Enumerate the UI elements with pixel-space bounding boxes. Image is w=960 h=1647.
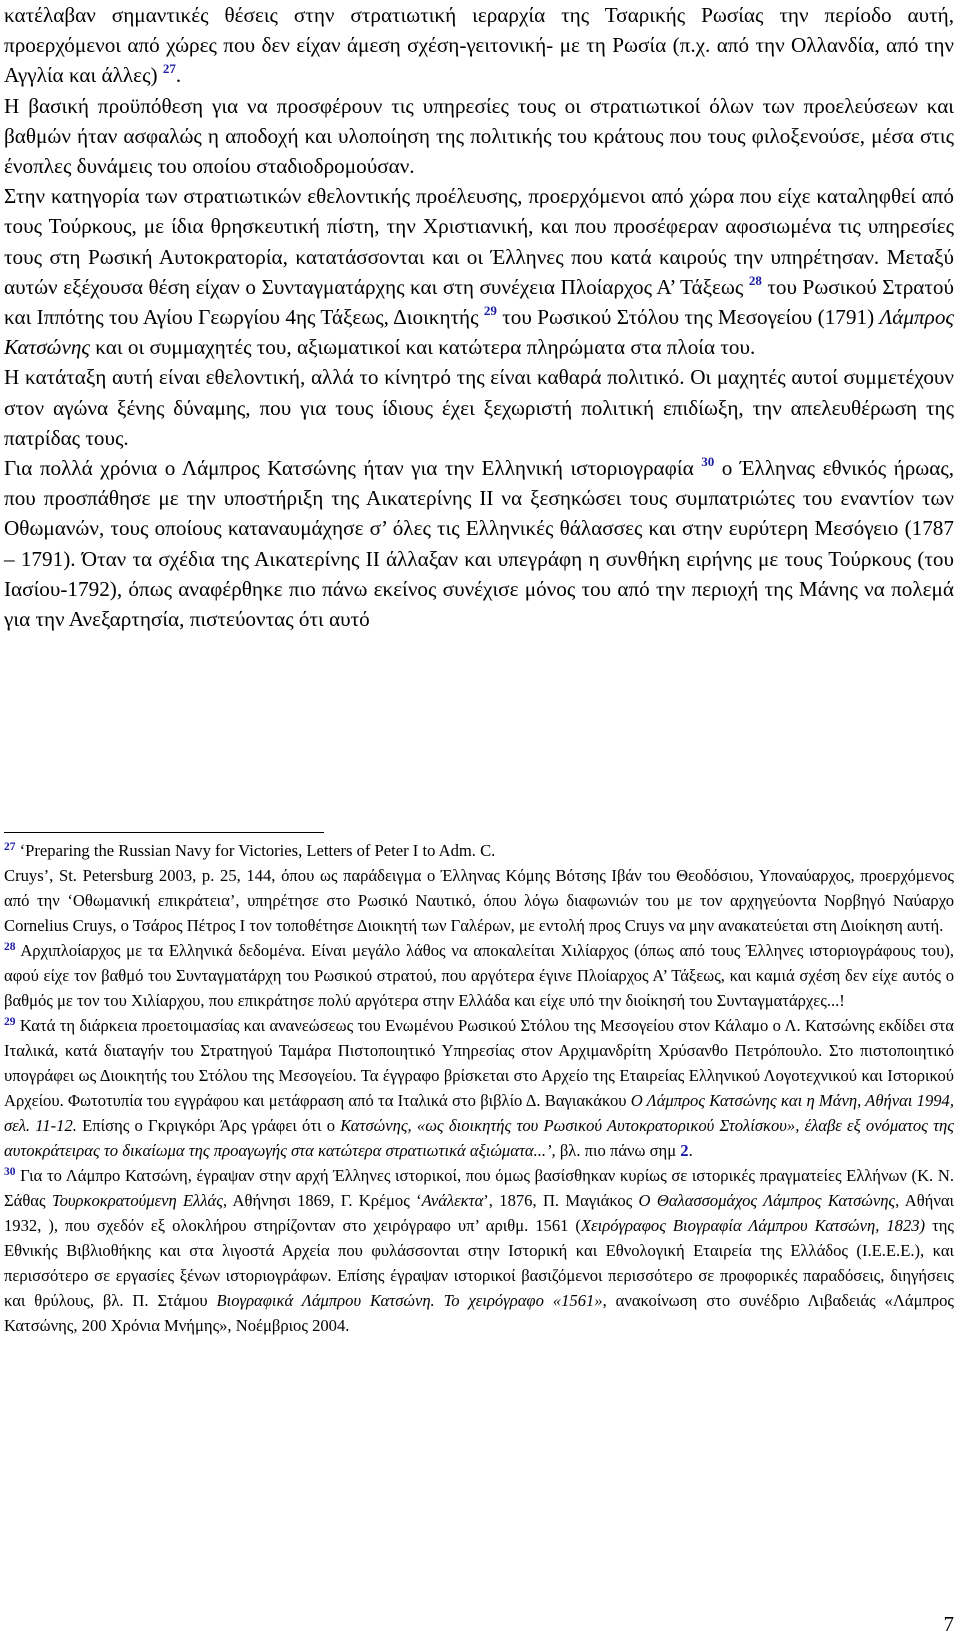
name-katsonis: Λάμπρος Κατσώνης [4,305,955,360]
footnote-27: $^{27}$ ‘Preparing the Russian Navy for Victories, Letters of Peter I to Adm. C. Cruys’, St. Petersburg 2003, p. 25, 144, όπου ως παράδειγμα ο Έλληνας Κόμης Βότσης Ιβάν του Θεοδόσιου, Υποναύαρχος, προερχόμενος από την ‘Οθωμανική επικράτεια’, υπηρέτησε στο Ρωσικό Ναυτικό, όπου λόγω διαφωνιών του με τον αρχηγεύοντα Νορβηγό Ναύαρχο Cornelius Cruys, ο Τσάρος Πέτρος Ι τον τοποθέτησε Διοικητή των Γαλέρων, με εντολή προς Cruys να μην ανακατεύεται στη Διοίκηση αυτή. [4,841,954,935]
paragraph-3: Στην κατηγορία των στρατιωτικών εθελοντικής προέλευσης, προερχόμενοι από χώρα που είχε καταληφθεί από τους Τούρκους, με ίδια θρησκευτική πίστη, την Χριστιανική, και που προσέφεραν αφοσιωμένα τις υπηρεσίες τους στη Ρωσική Αυτοκρατορία, κατατάσσονται και οι Έλληνες που κατά καιρούς την υπηρέτησαν. Μεταξύ αυτών εξέχουσα θέση είχαν ο Συνταγματάρχης και στη συνέχεια Πλοίαρχος Α’ Τάξεως $^{28}$ του Ρωσικού Στρατού και Ιππότης του Αγίου Γεωργίου 4ης Τάξεως, Διοικητής $^{29}$ του Ρωσικού Στόλου της Μεσογείου (1791) Λάμπρος Κατσώνης και οι συμμαχητές του, αξιωματικοί και κατώτερα πληρώματα στα πλοία του. [4,184,955,360]
footnote-29: $^{29}$ Κατά τη διάρκεια προετοιμασίας και ανανεώσεως του Ενωμένου Ρωσικού Στόλου της Μεσογείου στον Κάλαμο ο Λ. Κατσώνης εκδίδει στα Ιταλικά, κατά διαταγήν του Στρατηγού Ταμάρα Πιστοποιητικό Υπηρεσίας στον Αρχιμανδρίτη Χρύσανθο Πετρόπουλο. Στο πιστοποιητικό υπογράφει ως Διοικητής του Στόλου της Μεσογείου. Τα έγγραφο βρίσκεται στο Αρχείο της Εταιρείας Ελληνικού Λογοτεχνικού και Ιστορικού Αρχείου. Φωτοτυπία του εγγράφου και μετάφραση από τα Ιταλικά στο βιβλίο Δ. Βαγιακάκου Ο Λάμπρος Κατσώνης και η Μάνη, Αθήναι 1994, σελ. 11-12. Επίσης ο Γκριγκόρι Άρς γράφει ότι ο Κατσώνης, «ως διοικητής του Ρωσικού Αυτοκρατορικού Στολίσκου», έλαβε εξ ονόματος της αυτοκράτειρας το δικαίωμα της προαγωγής στα κατώτερα στρατιωτικά αξιώματα...’, βλ. πιο πάνω σημ 2. [4,1016,954,1160]
footnote-number: 30 [4,1166,16,1178]
footnote-number: 29 [4,1016,16,1028]
main-text [4,0,954,634]
footnote-28: $^{28}$ Αρχιπλοίαρχος με τα Ελληνικά δεδομένα. Είναι μεγάλο λάθος να αποκαλείται Χιλίαρχος (όπως από τους Έλληνες ιστοριογράφους του), αφού είχε τον βαθμό του Συνταγματάρχη του Ρωσικού στρατού, που αργότερα έγινε Πλοίαρχος Α’ Τάξεως, και καμιά σχέση δεν είχε αυτός ο βαθμός με τον του Χιλίαρχου, που επικράτησε πολύ αργότερα στην Ελλάδα και είχε υπό την διοίκησή του Συνταγματάρχες...! [4,941,954,1010]
footnote-ref-27[interactable]: 27 [162,61,176,77]
footnote-ref-29[interactable]: 29 [483,303,497,319]
paragraph-5: Για πολλά χρόνια ο Λάμπρος Κατσώνης ήταν για την Ελληνική ιστοριογραφία $^{30}$ ο Έλληνας εθνικός ήρωας, που προσπάθησε με την υποστήριξη της Αικατερίνης ΙΙ να ξεσηκώσει τους συμπατριώτες του εναντίον των Οθωμανών, τους οποίους καταναυμάχησε σ’ όλες τις Ελληνικές θάλασσες και στην ευρύτερη Μεσόγειο (1787 – 1791). Όταν τα σχέδια της Αικατερίνης ΙΙ άλλαξαν και υπεγράφη η συνθήκη ειρήνης με τους Τούρκους (του Ιασίου-1792), όπως αναφέρθηκε πιο πάνω εκείνος συνέχισε μόνος του από την περιοχή της Μάνης να πολεμά για την Ανεξαρτησία, πιστεύοντας ότι αυτό [4,454,955,632]
footnote-ref-28[interactable]: 28 [748,272,762,288]
footnote-number: 27 [4,841,16,853]
paragraph-4: Η κατάταξη αυτή είναι εθελοντική, αλλά το κίνητρό της είναι καθαρά πολιτικό. Οι μαχητές αυτοί συμμετέχουν στον αγώνα ξένης δύναμης, που για τους ίδιους έχει ξεχωριστή πολιτική επιδίωξη, την απελευθέρωση της πατρίδας τους. [4,365,954,450]
page-number: 7 [943,1612,954,1636]
footnote-30: $^{30}$ Για το Λάμπρο Κατσώνη, έγραψαν στην αρχή Έλληνες ιστορικοί, που όμως βασίσθηκαν κυρίως σε ιστορικές πραγματείες Ελλήνων (Κ. Ν. Σάθας Τουρκοκρατούμενη Ελλάς, Αθήνησι 1869, Γ. Κρέμος ‘Ανάλεκτα’, 1876, Π. Μαγιάκος Ο Θαλασσομάχος Λάμπρος Κατσώνης, Αθήναι 1932, ), που σχεδόν εξ ολοκλήρου στηρίζονταν στο χειρόγραφο υπ’ αριθμ. 1561 (Χειρόγραφος Βιογραφία Λάμπρου Κατσώνη, 1823) της Εθνικής Βιβλιοθήκης και στα λιγοστά Αρχεία που φυλάσσονται στην Ιστορική και Εθνολογική Εταιρεία της Ελλάδος (Ι.Ε.Ε.Ε.), και περισσότερο σε εργασίες ξένων ιστοριογράφων. Επίσης έγραψαν ιστορικοί βασιζόμενοι περισσότερο σε προφορικές παραδόσεις, διηγήσεις και θρύλους, βλ. Π. Στάμου Βιογραφικά Λάμπρου Κατσώνη. Το χειρόγραφο «1561», ανακοίνωση στο συνέδριο Λιβαδειάς «Λάμπρος Κατσώνης, 200 Χρόνια Μνήμης», Νοέμβριος 2004. [4,1166,954,1335]
paragraph-2: Η βασική προϋπόθεση για να προσφέρουν τις υπηρεσίες τους οι στρατιωτικοί όλων των προελεύσεων και βαθμών ήταν ασφαλώς η αποδοχή και υλοποίηση της πολιτικής του κράτους που τους φιλοξενούσε, μέσα στις ένοπλες δυνάμεις του οποίου σταδιοδρομούσαν. [4,93,954,179]
note-link[interactable]: 2 [680,1141,689,1160]
footnote-separator [4,832,324,833]
paragraph-1: κατέλαβαν σημαντικές θέσεις στην στρατιωτική ιεραρχία της Τσαρικής Ρωσίας την περίοδο αυτή, προερχόμενοι από χώρες που δεν είχαν άμεση σχέση-γειτονική- με τη Ρωσία (π.χ. από την Ολλανδία, από την Αγγλία και άλλες) $^{27}$. [4,3,954,88]
footnotes [4,838,954,1338]
footnote-ref-30[interactable]: 30 [701,454,715,470]
footnote-number: 28 [4,941,16,953]
